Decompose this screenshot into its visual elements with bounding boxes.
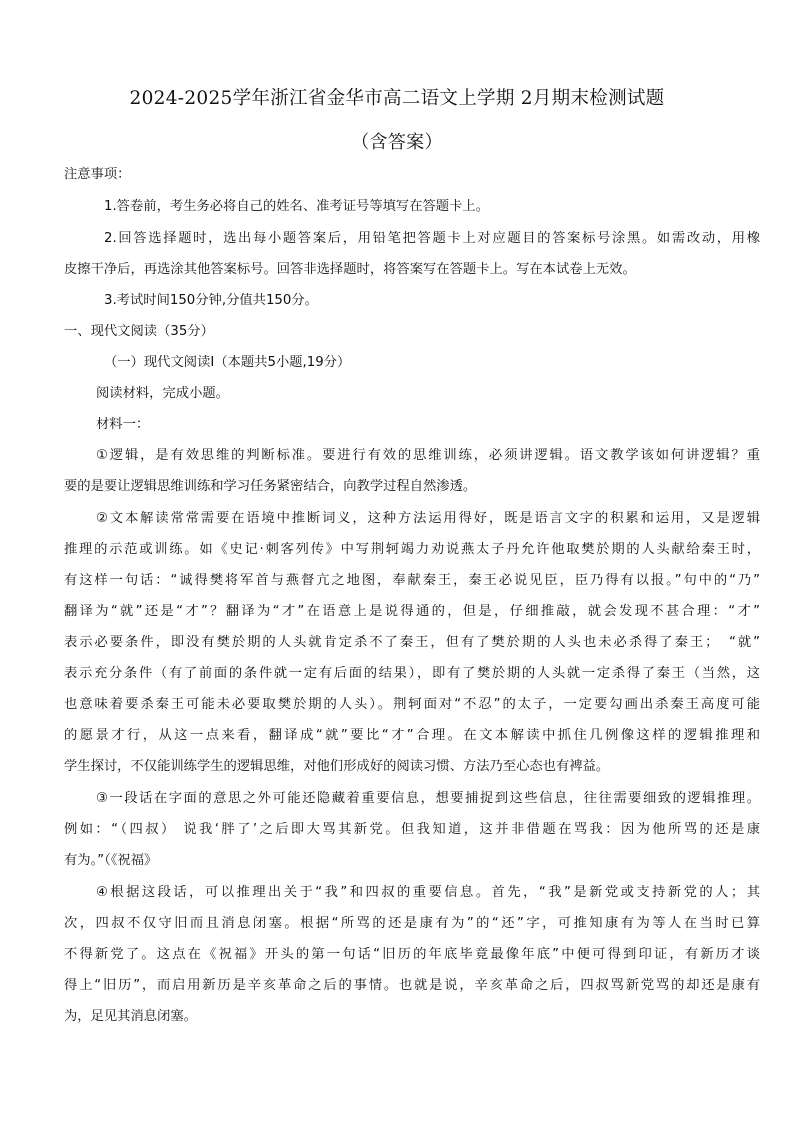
paragraph-line: 例如：“（四叔） 说我‘胖了’之后即大骂其新党。但我知道，这并非借题在骂我：因为他所骂的还是康: [64, 822, 760, 837]
paragraph-line: 要的是要让逻辑思维训练和学习任务紧密结合，向教学过程自然渗透。: [64, 479, 477, 494]
notice-item-2-line-1: 2.回答选择题时，选出每小题答案后，用铅笔把答题卡上对应题目的答案标号涂黑。如需改动，用橡: [104, 231, 760, 246]
paragraph-line: 不得新党了。这点在《祝福》开头的第一句话“旧历的年底毕竟最像年底”中便可得到印证，有新历才谈: [64, 947, 760, 962]
notice-item-3: 3.考试时间150分钟,分值共150分。: [104, 293, 318, 308]
paragraph-line: 有为。”（《祝福》: [64, 853, 158, 868]
paragraph-line: 次，四叔不仅守旧而且消息闭塞。根据“所骂的还是康有为”的“还”字，可推知康有为等人在当时已算: [64, 916, 760, 931]
paragraph-line: 表示必要条件，即没有樊於期的人头就肯定杀不了秦王，但有了樊於期的人头也未必杀得了秦王； “就”: [64, 635, 760, 650]
paragraph-line: 翻译为“就”还是“才”？翻译为“才”在语意上是说得通的，但是，仔细推敲，就会发现不甚合理：“才”: [64, 604, 760, 619]
material-label: 材料一：: [96, 417, 150, 432]
paragraph-line: 有这样一句话：“诚得樊将军首与燕督亢之地图，奉献秦王，秦王必说见臣，臣乃得有以报。”句中的“乃”: [64, 573, 760, 588]
paragraph-line: ③一段话在字面的意思之外可能还隐藏着重要信息，想要捕捉到这些信息，往往需要细致的逻辑推理。: [96, 791, 760, 806]
paragraph-line: 表示充分条件（有了前面的条件就一定有后面的结果），即有了樊於期的人头就一定杀得了秦王（当然，这: [64, 666, 760, 681]
notice-item-1: 1.答卷前，考生务必将自己的姓名、准考证号等填写在答题卡上。: [104, 199, 489, 214]
paragraph-line: 推理的示范或训练。如《史记·刺客列传》中写荆轲竭力劝说燕太子丹允许他取樊於期的人头献给秦王时，: [64, 542, 760, 557]
paragraph-line: 为，足见其消息闭塞。: [64, 1009, 197, 1024]
paragraph-line: 的愿景才行，从这一点来看，翻译成“就”要比“才”合理。在文本解读中抓住几例像这样的逻辑推理和: [64, 728, 760, 743]
paragraph-line: 学生探讨，不仅能训练学生的逻辑思维，对他们形成好的阅读习惯、方法乃至心态也有裨益。: [64, 759, 610, 774]
notice-item-2-line-2: 皮擦干净后，再选涂其他答案标号。回答非选择题时，将答案写在答题卡上。写在本试卷上无效。: [64, 262, 636, 277]
paragraph-line: 得上“旧历”，而启用新历是辛亥革命之后的事情。也就是说，辛亥革命之后，四叔骂新党骂的却还是康有: [64, 978, 760, 993]
paragraph-line: ④根据这段话，可以推理出关于“我”和四叔的重要信息。首先，“我”是新党或支持新党的人；其: [96, 885, 760, 900]
reading-instruction: 阅读材料，完成小题。: [96, 386, 229, 401]
paragraph-line: ①逻辑，是有效思维的判断标准。要进行有效的思维训练，必须讲逻辑。语文教学该如何讲逻辑？重: [96, 448, 760, 463]
section-heading: 一、现代文阅读（35分）: [64, 324, 214, 339]
notice-heading: 注意事项：: [64, 167, 131, 182]
subsection-heading: （一）现代文阅读Ⅰ（本题共5小题,19分）: [104, 355, 351, 370]
document-title: 2024-2025学年浙江省金华市高二语文上学期 2月期末检测试题: [129, 88, 665, 109]
paragraph-line: 也意味着要杀秦王可能未必要取樊於期的人头）。荆轲面对“不忍”的太子，一定要勾画出杀秦王高度可能: [64, 697, 760, 712]
paragraph-line: ②文本解读常常需要在语境中推断词义，这种方法运用得好，既是语言文字的积累和运用，又是逻辑: [96, 511, 760, 526]
document-subtitle: （含答案）: [351, 132, 443, 153]
